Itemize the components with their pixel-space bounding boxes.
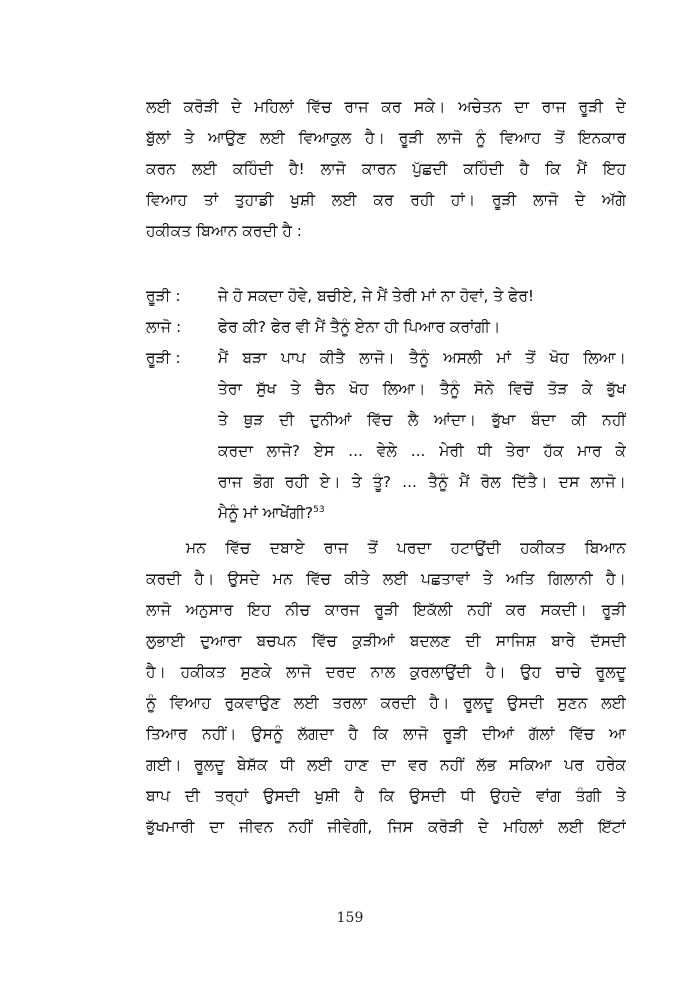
- dialogue-entry: [146, 343, 626, 374]
- speech-line: ਜੇ ਹੋ ਸਕਦਾ ਹੋਵੇ, ਬਚੀਏ, ਜੇ ਮੈਂ ਤੇਰੀ ਮਾਂ ਨਾ ਹੋਵਾਂ, ਤੇ ਫੇਰ!: [218, 287, 535, 305]
- speaker-label: ਲਾਜੋ :: [146, 318, 182, 336]
- paragraph-line: ਲਈ ਕਰੋੜੀ ਦੇ ਮਹਿਲਾਂ ਵਿੱਚ ਰਾਜ ਕਰ ਸਕੇ। ਅਚੇਤਨ ਦਾ ਰਾਜ ਰੂੜੀ ਦੇ: [146, 98, 626, 116]
- dialogue-continuation: [146, 436, 626, 467]
- intro-paragraph: [146, 92, 626, 247]
- speaker-label: ਰੂੜੀ :: [146, 349, 181, 367]
- paragraph-line: ਬਾਪ ਦੀ ਤਰ੍ਹਾਂ ਉਸਦੀ ਖੁਸ਼ੀ ਹੈ ਕਿ ਉਸਦੀ ਧੀ ਉਹਦੇ ਵਾਂਗ ਤੰਗੀ ਤੇ: [146, 787, 626, 805]
- speech-line: ਫੇਰ ਕੀ? ਫੇਰ ਵੀ ਮੈਂ ਤੈਨੂੰ ਏਨਾ ਹੀ ਪਿਆਰ ਕਰਾਂਗੀ।: [218, 318, 501, 336]
- paragraph-line: ਭੁੱਖਮਾਰੀ ਦਾ ਜੀਵਨ ਨਹੀਂ ਜੀਵੇਗੀ, ਜਿਸ ਕਰੋੜੀ ਦੇ ਮਹਿਲਾਂ ਲਈ ਇੱਟਾਂ: [146, 818, 626, 836]
- dialogue-continuation: [146, 405, 626, 436]
- paragraph-line: ਕਰਦੀ ਹੈ। ਉਸਦੇ ਮਨ ਵਿੱਚ ਕੀਤੇ ਲਈ ਪਛਤਾਵਾਂ ਤੇ ਅਤਿ ਗਿਲਾਨੀ ਹੈ।: [146, 570, 626, 588]
- paragraph-line: ਵਿਆਹ ਤਾਂ ਤੁਹਾਡੀ ਖੁਸ਼ੀ ਲਈ ਕਰ ਰਹੀ ਹਾਂ। ਰੂੜੀ ਲਾਜੋ ਦੇ ਅੱਗੇ: [146, 191, 626, 209]
- speaker-label: ਰੂੜੀ :: [146, 287, 181, 305]
- speech-line: ਕਰਦਾ ਲਾਜੋ? ਏਸ ... ਵੇਲੇ ... ਮੇਰੀ ਧੀ ਤੇਰਾ ਹੱਕ ਮਾਰ ਕੇ: [218, 442, 626, 460]
- paragraph-line: ਬੁੱਲਾਂ ਤੇ ਆਉਣ ਲਈ ਵਿਆਕੁਲ ਹੈ। ਰੂੜੀ ਲਾਜੋ ਨੂੰ ਵਿਆਹ ਤੋਂ ਇਨਕਾਰ: [146, 129, 626, 147]
- paragraph-line: ਹੈ। ਹਕੀਕਤ ਸੁਣਕੇ ਲਾਜੋ ਦਰਦ ਨਾਲ ਕੁਰਲਾਉਂਦੀ ਹੈ। ਉਹ ਚਾਚੇ ਰੂਲਦੂ: [146, 663, 626, 681]
- speech-line: ਰਾਜ ਭੋਗ ਰਹੀ ਏ। ਤੇ ਤੂੰ? ... ਤੈਨੂੰ ਮੈਂ ਰੋਲ ਦਿੱਤੈ। ਦਸ ਲਾਜੋ।: [218, 473, 626, 491]
- speech-text: ਮੈਨੂੰ ਮਾਂ ਆਖੇਂਗੀ?: [218, 504, 314, 522]
- paragraph-line: ਹਕੀਕਤ ਬਿਆਨ ਕਰਦੀ ਹੈ :: [146, 222, 303, 240]
- dialogue-entry: [146, 312, 626, 343]
- paragraph-line: ਕਰਨ ਲਈ ਕਹਿੰਦੀ ਹੈ! ਲਾਜੋ ਕਾਰਨ ਪੁੱਛਦੀ ਕਹਿੰਦੀ ਹੈ ਕਿ ਮੈਂ ਇਹ: [146, 160, 626, 178]
- paragraph-line: ਲੁਭਾਈ ਦੁਆਰਾ ਬਚਪਨ ਵਿੱਚ ਕੁੜੀਆਂ ਬਦਲਣ ਦੀ ਸਾਜਿਸ਼ ਬਾਰੇ ਦੱਸਦੀ: [146, 632, 626, 650]
- dialogue-entry: [146, 281, 626, 312]
- dialogue-continuation: [146, 467, 626, 498]
- paragraph-line: ਮਨ ਵਿੱਚ ਦਬਾਏ ਰਾਜ ਤੋਂ ਪਰਦਾ ਹਟਾਉਂਦੀ ਹਕੀਕਤ ਬਿਆਨ: [186, 539, 626, 557]
- footnote-marker: 53: [313, 504, 325, 515]
- body-paragraph: [146, 533, 626, 843]
- page-number: 159: [336, 910, 364, 926]
- paragraph-line: ਨੂੰ ਵਿਆਹ ਰੁਕਵਾਉਣ ਲਈ ਤਰਲਾ ਕਰਦੀ ਹੈ। ਰੂਲਦੂ ਉਸਦੀ ਸੁਣਨ ਲਈ: [146, 694, 626, 712]
- dialogue-block: [146, 281, 626, 529]
- paragraph-line: ਲਾਜੋ ਅਨੁਸਾਰ ਇਹ ਨੀਚ ਕਾਰਜ ਰੂੜੀ ਇਕੱਲੀ ਨਹੀਂ ਕਰ ਸਕਦੀ। ਰੂੜੀ: [146, 601, 626, 619]
- speech-line: ਤੇਰਾ ਸੁੱਖ ਤੇ ਚੈਨ ਖੋਹ ਲਿਆ। ਤੈਨੂੰ ਸੋਨੇ ਵਿਚੋਂ ਤੋੜ ਕੇ ਭੁੱਖ: [218, 380, 626, 398]
- paragraph-line: ਤਿਆਰ ਨਹੀਂ। ਉਸਨੂੰ ਲੱਗਦਾ ਹੈ ਕਿ ਲਾਜੋ ਰੂੜੀ ਦੀਆਂ ਗੱਲਾਂ ਵਿੱਚ ਆ: [146, 725, 626, 743]
- speech-line-last: [218, 498, 626, 529]
- speech-line: ਤੇ ਥੁੜ ਦੀ ਦੁਨੀਆਂ ਵਿੱਚ ਲੈ ਆਂਦਾ। ਭੁੱਖਾ ਬੰਦਾ ਕੀ ਨਹੀਂ: [218, 411, 626, 429]
- dialogue-continuation: [146, 498, 626, 529]
- dialogue-continuation: [146, 374, 626, 405]
- paragraph-line: ਗਈ। ਰੂਲਦੂ ਬੇਸ਼ੱਕ ਧੀ ਲਈ ਹਾਣ ਦਾ ਵਰ ਨਹੀਂ ਲੱਭ ਸਕਿਆ ਪਰ ਹਰੇਕ: [146, 756, 626, 774]
- speech-line: ਮੈਂ ਬੜਾ ਪਾਪ ਕੀਤੈ ਲਾਜੋ। ਤੈਨੂੰ ਅਸਲੀ ਮਾਂ ਤੋਂ ਖੋਹ ਲਿਆ।: [218, 349, 626, 367]
